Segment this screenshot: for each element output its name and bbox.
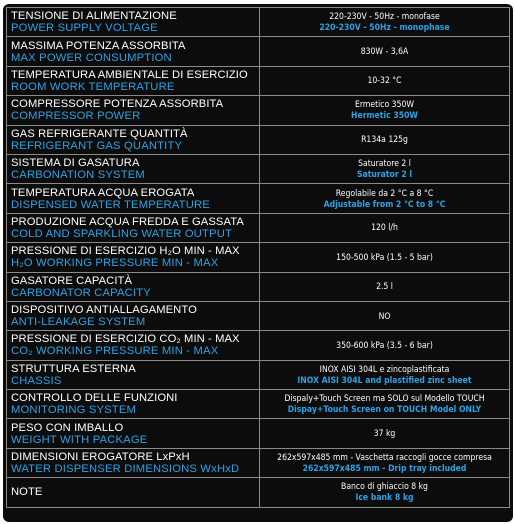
row-label — [7, 66, 260, 95]
value-it: 830W - 3,6A — [360, 46, 409, 57]
label-it: STRUTTURA ESTERNA — [11, 362, 136, 375]
table-row — [7, 301, 510, 330]
label-en: H₂O WORKING PRESSURE MIN - MAX — [11, 257, 219, 270]
label-en: CARBONATION SYSTEM — [11, 169, 145, 182]
value-it: 120 l/h — [371, 222, 398, 233]
spec-sheet — [3, 4, 513, 522]
label-it: PRESSIONE DI ESERCIZIO CO₂ MIN - MAX — [11, 333, 240, 346]
label-it: CONTROLLO DELLE FUNZIONI — [11, 392, 178, 405]
label-en: MAX POWER CONSUMPTION — [11, 51, 172, 64]
table-row — [7, 448, 510, 477]
table-row — [7, 331, 510, 360]
spec-table — [6, 7, 510, 508]
row-value — [260, 184, 510, 213]
value-it: 37 kg — [373, 428, 396, 439]
label-en: ANTI-LEAKAGE SYSTEM — [11, 316, 146, 329]
value-it: NO — [378, 310, 391, 321]
row-value — [260, 360, 510, 389]
label-en: CARBONATOR CAPACITY — [11, 286, 151, 299]
table-row — [7, 184, 510, 213]
table-row — [7, 243, 510, 272]
table-row — [7, 154, 510, 183]
table-row — [7, 37, 510, 66]
label-en: CHASSIS — [11, 374, 62, 387]
label-it: PRODUZIONE ACQUA FREDDA E GASSATA — [11, 215, 244, 228]
label-it: TEMPERATURA ACQUA EROGATA — [11, 186, 195, 199]
label-it: GAS REFRIGERANTE QUANTITÀ — [11, 127, 188, 140]
label-en: WATER DISPENSER DIMENSIONS WxHxD — [11, 463, 240, 476]
value-it: 150-500 kPa (1.5 - 5 bar) — [336, 251, 433, 262]
row-value — [260, 301, 510, 330]
row-label — [7, 419, 260, 448]
label-en: COMPRESSOR POWER — [11, 110, 141, 123]
value-it: INOX AISI 304L e zincoplastificata — [319, 363, 450, 374]
value-it: Saturatore 2 l — [358, 158, 411, 169]
value-it: 220-230V - 50Hz - monofase — [329, 11, 440, 22]
row-label — [7, 390, 260, 419]
label-en: POWER SUPPLY VOLTAGE — [11, 22, 158, 35]
label-it: COMPRESSORE POTENZA ASSORBITA — [11, 98, 224, 111]
value-it: Ermetico 350W — [354, 99, 415, 110]
label-en: DISPENSED WATER TEMPERATURE — [11, 198, 210, 211]
row-label — [7, 184, 260, 213]
table-row — [7, 272, 510, 301]
value-it: 2.5 l — [376, 281, 393, 292]
table-row — [7, 8, 510, 37]
value-it: R134a 125g — [361, 134, 408, 145]
table-row — [7, 360, 510, 389]
row-value — [260, 37, 510, 66]
label-en: CO₂ WORKING PRESSURE MIN - MAX — [11, 345, 219, 358]
value-en: 220-230V - 50Hz - monophase — [319, 22, 450, 33]
row-label — [7, 301, 260, 330]
label-it: SISTEMA DI GASATURA — [11, 157, 140, 170]
value-it: 350-600 kPa (3.5 - 6 bar) — [336, 339, 433, 350]
value-en: Hermetic 350W — [351, 110, 418, 121]
label-it: PRESSIONE DI ESERCIZIO H₂O MIN - MAX — [11, 245, 240, 258]
row-value — [260, 66, 510, 95]
value-en: Dispay+Touch Screen on TOUCH Model ONLY — [287, 404, 482, 415]
label-it: MASSIMA POTENZA ASSORBITA — [11, 39, 186, 52]
row-label — [7, 272, 260, 301]
value-it: Regolabile da 2 °C a 8 °C — [335, 187, 434, 198]
row-label — [7, 8, 260, 37]
label-it: DIMENSIONI EROGATORE LxPxH — [11, 451, 190, 464]
row-value — [260, 243, 510, 272]
label-en: ROOM WORK TEMPERATURE — [11, 80, 175, 93]
table-row — [7, 390, 510, 419]
label-it: TENSIONE DI ALIMENTAZIONE — [11, 10, 177, 23]
row-value — [260, 8, 510, 37]
value-en: 262x597x485 mm - Drip tray included — [302, 463, 467, 474]
row-value — [260, 390, 510, 419]
row-value — [260, 96, 510, 125]
value-it: Banco di ghiaccio 8 kg — [341, 481, 428, 492]
value-en: Ice bank 8 kg — [355, 492, 414, 503]
label-en: WEIGHT WITH PACKAGE — [11, 433, 148, 446]
row-label — [7, 96, 260, 125]
row-label — [7, 448, 260, 477]
table-row — [7, 478, 510, 507]
row-value — [260, 154, 510, 183]
row-label — [7, 125, 260, 154]
label-it: DISPOSITIVO ANTIALLAGAMENTO — [11, 304, 197, 317]
label-en: REFRIGERANT GAS QUANTITY — [11, 139, 183, 152]
label-en: MONITORING SYSTEM — [11, 404, 137, 417]
row-value — [260, 125, 510, 154]
row-value — [260, 448, 510, 477]
row-label — [7, 213, 260, 242]
label-en: COLD AND SPARKLING WATER OUTPUT — [11, 227, 233, 240]
table-row — [7, 125, 510, 154]
value-en: Saturator 2 l — [356, 169, 413, 180]
row-value — [260, 478, 510, 507]
row-label — [7, 331, 260, 360]
value-it: 10-32 °C — [367, 75, 402, 86]
table-row — [7, 213, 510, 242]
value-it: 262x597x485 mm - Vaschetta raccogli gocce compresa — [277, 452, 492, 463]
row-value — [260, 272, 510, 301]
row-value — [260, 213, 510, 242]
table-row — [7, 419, 510, 448]
row-label — [7, 360, 260, 389]
row-label — [7, 243, 260, 272]
row-value — [260, 419, 510, 448]
table-row — [7, 66, 510, 95]
row-label — [7, 154, 260, 183]
row-label — [7, 37, 260, 66]
row-label — [7, 478, 260, 507]
value-it: Dispaly+Touch Screen ma SOLO sul Modello TOUCH — [284, 393, 485, 404]
table-row — [7, 96, 510, 125]
value-en: Adjustable from 2 °C to 8 °C — [323, 198, 446, 209]
label-it: NOTE — [11, 486, 43, 499]
label-it: PESO CON IMBALLO — [11, 421, 124, 434]
label-it: TEMPERATURA AMBIENTALE DI ESERCIZIO — [11, 68, 248, 81]
label-it: GASATORE CAPACITÀ — [11, 274, 133, 287]
value-en: INOX AISI 304L and plastified zinc sheet — [297, 374, 472, 385]
row-value — [260, 331, 510, 360]
